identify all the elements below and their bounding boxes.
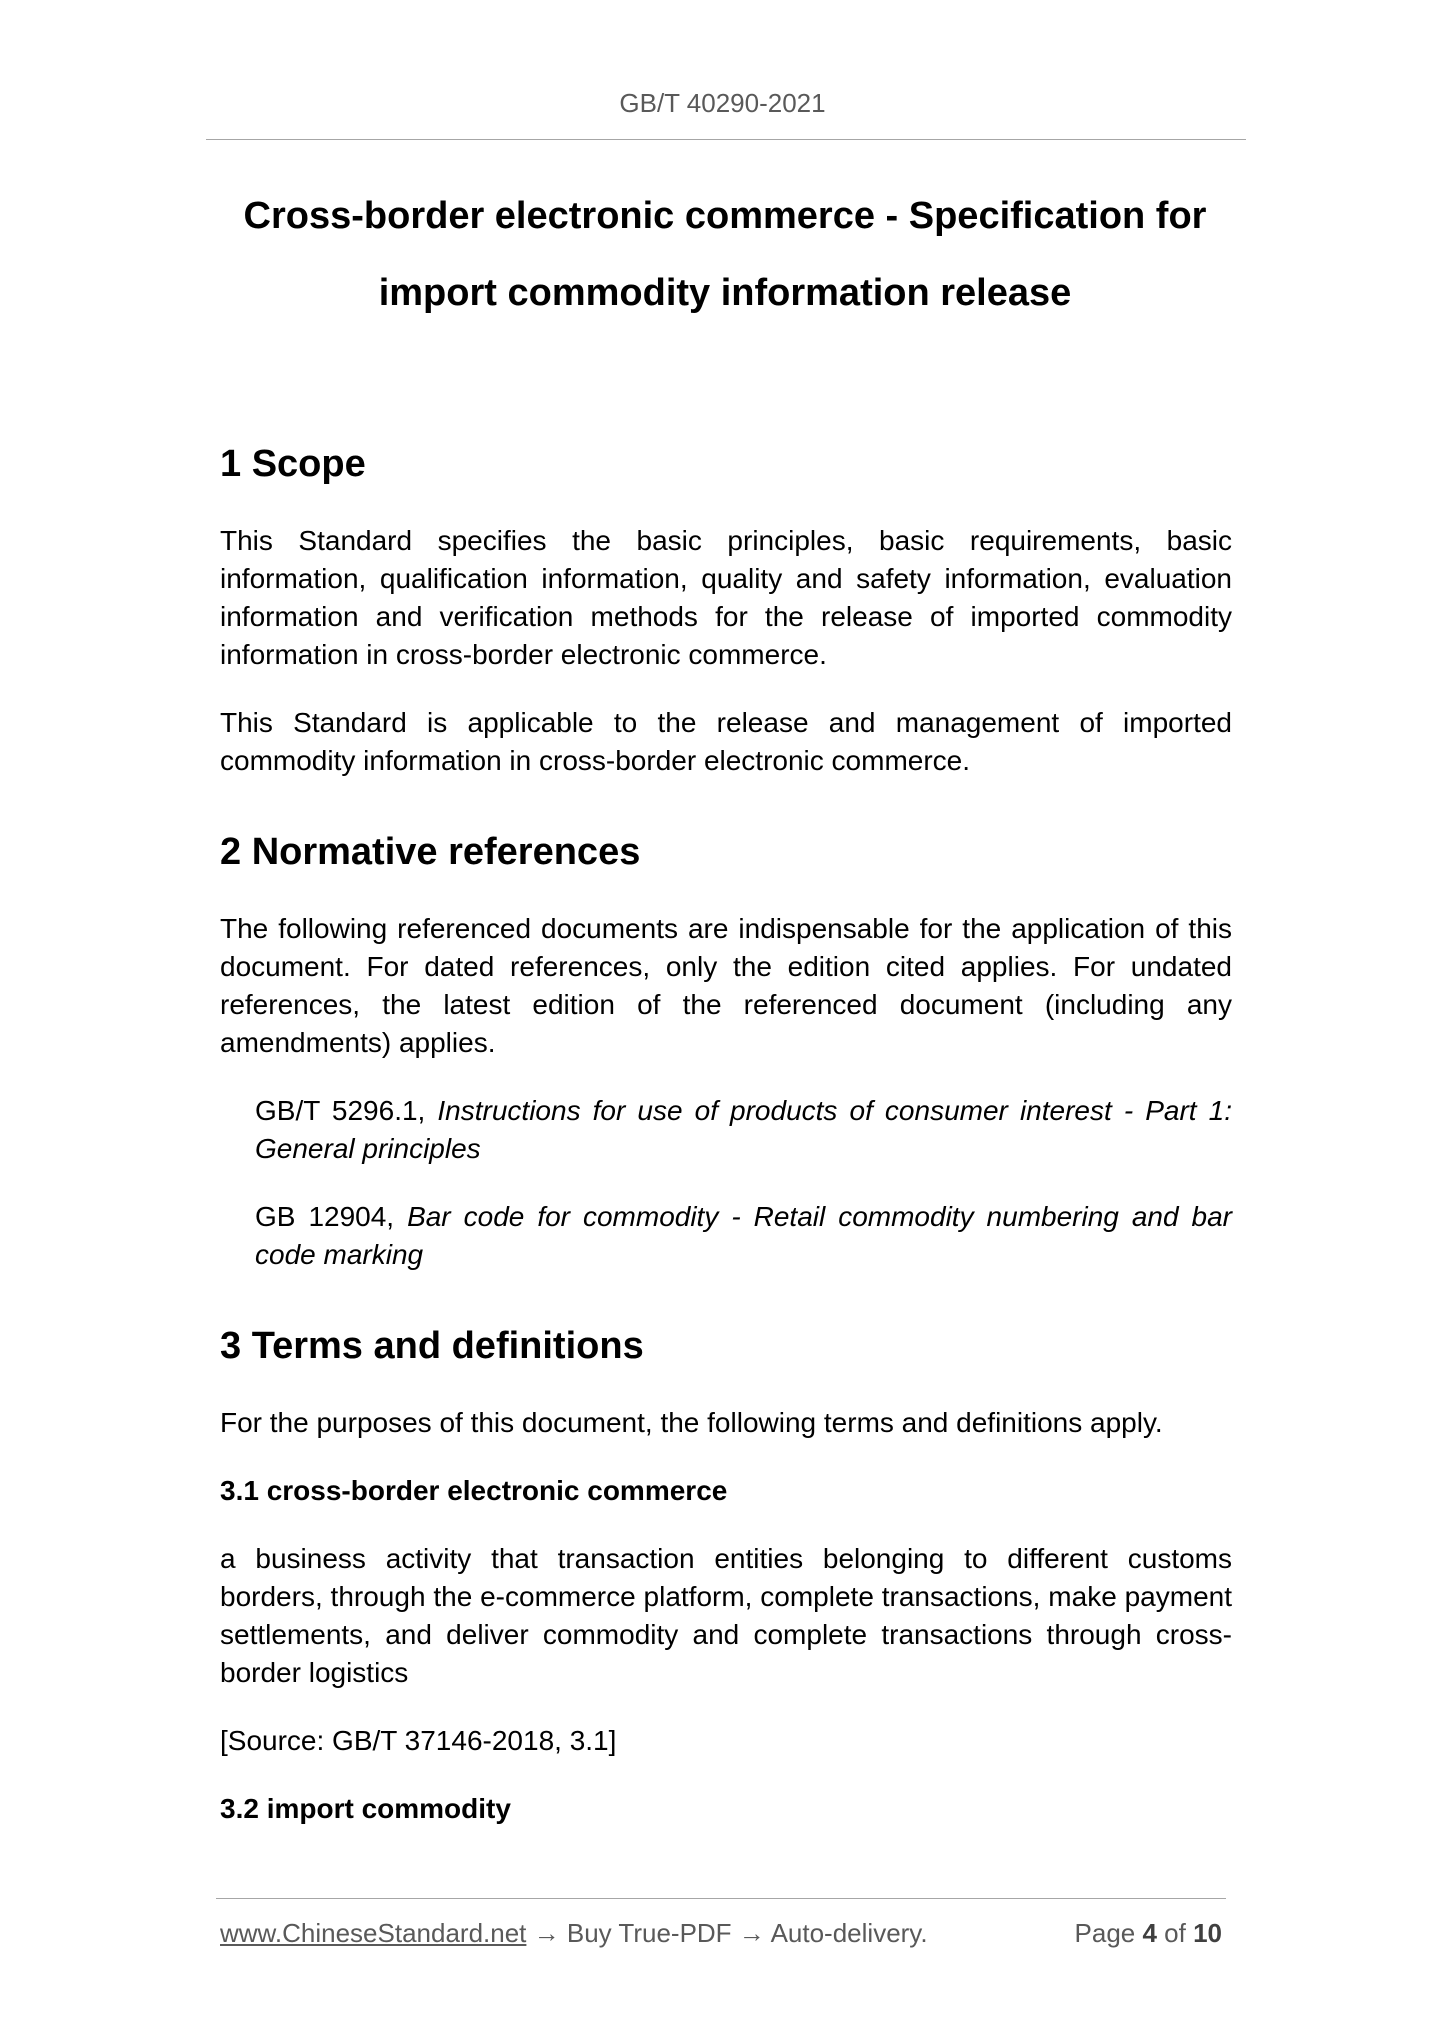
section-heading-terms-and-definitions: 3 Terms and definitions [220, 1325, 644, 1367]
reference-item [255, 1198, 1232, 1274]
website-link[interactable]: www.ChineseStandard.net [220, 1918, 527, 1948]
page-number [1075, 1918, 1222, 1949]
terms-intro-paragraph: For the purposes of this document, the following terms and definitions apply. [220, 1407, 1163, 1438]
term-source-3-1: [Source: GB/T 37146-2018, 3.1] [220, 1725, 617, 1756]
term-definition-3-1: a business activity that transaction entities belonging to different customs borders, through the e-commerce platform, complete transactions, make payment settlements, and deliver commodity and complete transactions through cross-border logistics [220, 1543, 1232, 1688]
scope-paragraph-2: This Standard is applicable to the release and management of imported commodity information in cross-border electronic commerce. [220, 707, 1232, 776]
reference-code: GB/T 5296.1, [255, 1095, 438, 1126]
term-heading-3-1: 3.1 cross-border electronic commerce [220, 1475, 728, 1506]
reference-title: Bar code for commodity - Retail commodity numbering and bar code marking [255, 1201, 1232, 1270]
scope-paragraph-1: This Standard specifies the basic principles, basic requirements, basic information, qualification information, quality and safety information, evaluation information and verification methods for the release of imported commodity information in cross-border electronic commerce. [220, 525, 1232, 670]
reference-title: Instructions for use of products of consumer interest - Part 1: General principles [255, 1095, 1233, 1164]
page-of-label: of [1156, 1918, 1194, 1948]
document-body [220, 436, 1232, 1828]
section-heading-scope: 1 Scope [220, 443, 366, 485]
page-total: 10 [1193, 1918, 1222, 1948]
document-title [220, 178, 1230, 332]
document-title-line-1: Cross-border electronic commerce - Specification for [243, 195, 1207, 237]
footer-divider [216, 1898, 1226, 1899]
running-header-standard-code: GB/T 40290-2021 [619, 88, 826, 118]
page-current: 4 [1142, 1918, 1157, 1948]
reference-code: GB 12904, [255, 1201, 408, 1232]
term-heading-3-2: 3.2 import commodity [220, 1793, 511, 1824]
page-label: Page [1074, 1918, 1143, 1948]
header-divider [206, 139, 1246, 140]
reference-item [255, 1092, 1232, 1168]
page-footer [220, 1918, 1226, 1949]
footer-tagline: → Buy True-PDF → Auto-delivery. [526, 1918, 928, 1948]
section-heading-normative-references: 2 Normative references [220, 831, 641, 873]
document-title-line-2: import commodity information release [378, 272, 1072, 314]
normative-references-paragraph: The following referenced documents are indispensable for the application of this document. For dated references, only the edition cited applies. For undated references, the latest edition of the referenced document (including any amendments) applies. [220, 913, 1232, 1058]
